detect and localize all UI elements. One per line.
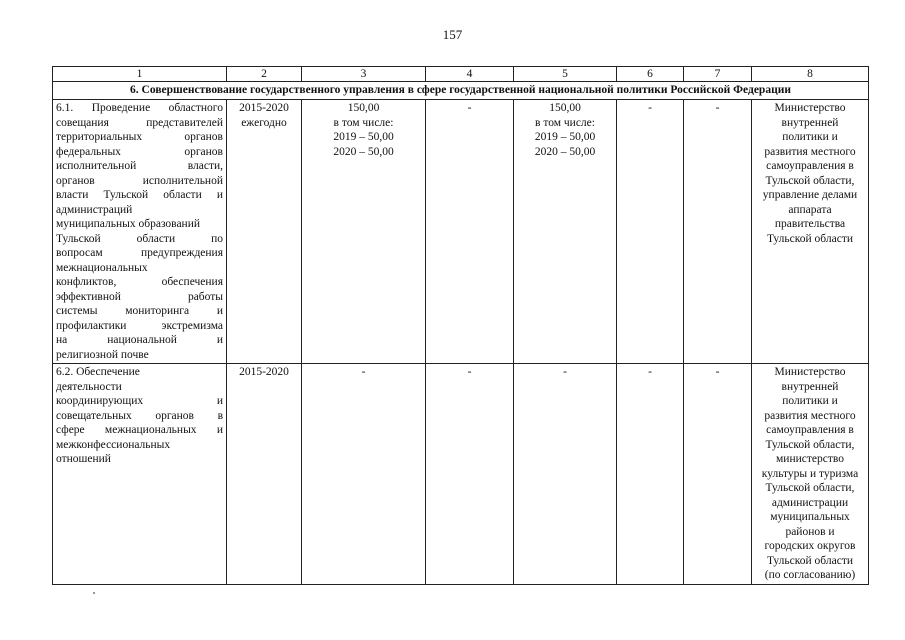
description-line: эффективной работы <box>56 290 223 303</box>
executor-line: Тульской области <box>766 554 853 567</box>
funding-line: 150,00 <box>347 102 380 114</box>
dash-cell: - <box>684 100 752 364</box>
funding-line: 150,00 <box>549 102 581 114</box>
executor-line: политики и <box>782 131 838 143</box>
executor-line: районов и <box>785 525 835 538</box>
table-row <box>53 364 869 585</box>
executor-line: развития местного <box>764 409 856 422</box>
column-number: 7 <box>684 67 752 82</box>
executor-line: самоуправления в <box>766 160 854 172</box>
funding-line: в том числе: <box>333 116 394 129</box>
executor-line: правительства <box>774 218 846 230</box>
column-number: 3 <box>302 67 426 82</box>
executor-cell <box>752 364 869 585</box>
description-line: совещания представителей <box>56 116 223 129</box>
measure-description <box>53 364 227 585</box>
executor-line: муниципальных <box>770 511 850 523</box>
executor-line: Тульской области, <box>765 482 855 494</box>
dash-cell: - <box>426 364 514 585</box>
executor-line: министерство <box>776 453 844 465</box>
executor-line: управление делами <box>762 189 858 201</box>
column-number: 4 <box>426 67 514 82</box>
description-line: власти Тульской области и <box>56 189 223 201</box>
executor-line: внутренней <box>781 116 839 129</box>
column-number: 8 <box>752 67 869 82</box>
description-line: координирующих и <box>56 395 223 407</box>
description-line: профилактики экстремизма <box>56 319 223 332</box>
executor-line: Министерство <box>774 366 846 378</box>
dash-cell: - <box>684 364 752 585</box>
description-line: религиозной почве <box>56 348 149 361</box>
executor-line: Тульской области, <box>765 438 855 451</box>
description-line: муниципальных образований <box>56 218 201 230</box>
period-line: ежегодно <box>241 116 287 129</box>
page-number: 157 <box>442 27 463 42</box>
description-line: органов исполнительной <box>56 174 223 187</box>
description-line: федеральных органов <box>56 145 223 158</box>
executor-line: (по согласованию) <box>764 569 856 581</box>
dash-cell: - <box>426 100 514 364</box>
executor-line: культуры и туризма <box>761 467 859 480</box>
funding-line: 2019 – 50,00 <box>333 131 394 143</box>
executor-line: внутренней <box>781 380 839 393</box>
executor-cell <box>752 100 869 364</box>
funding-cell <box>514 100 617 364</box>
dash-cell: - <box>617 364 684 585</box>
dash-cell: - <box>302 364 426 585</box>
period-cell <box>227 364 302 585</box>
description-line: Тульской области по <box>56 232 223 245</box>
executor-line: развития местного <box>764 145 856 158</box>
funding-line: 2020 – 50,00 <box>534 145 596 158</box>
funding-line: в том числе: <box>535 116 595 129</box>
description-line: отношений <box>56 453 111 465</box>
executor-line: Министерство <box>774 102 846 114</box>
description-line: 6.1. Проведение областного <box>56 102 223 114</box>
scan-speck <box>93 592 95 594</box>
executor-line: Тульской области, <box>765 174 855 187</box>
executor-line: городских округов <box>764 540 856 552</box>
description-line: межконфессиональных <box>56 438 171 451</box>
description-line: администраций <box>56 203 133 216</box>
dash-cell: - <box>514 364 617 585</box>
description-line: вопросам предупреждения <box>56 247 223 259</box>
column-number: 6 <box>617 67 684 82</box>
description-line: совещательных органов в <box>56 409 223 422</box>
column-number: 2 <box>227 67 302 82</box>
description-line: сфере межнациональных и <box>56 424 223 436</box>
period-line: 2015-2020 <box>239 366 289 378</box>
executor-line: аппарата <box>788 203 832 216</box>
executor-line: администрации <box>771 496 849 509</box>
description-line: межнациональных <box>56 261 148 274</box>
dash-cell: - <box>617 100 684 364</box>
section-row <box>53 82 869 100</box>
table-row <box>53 100 869 364</box>
description-line: на национальной и <box>56 334 223 346</box>
period-line: 2015-2020 <box>239 102 289 114</box>
funding-cell <box>302 100 426 364</box>
funding-line: 2019 – 50,00 <box>534 131 596 143</box>
description-line: деятельности <box>56 380 122 393</box>
description-line: конфликтов, обеспечения <box>56 276 223 288</box>
description-line: территориальных органов <box>56 131 223 143</box>
description-line: исполнительной власти, <box>56 160 223 172</box>
description-line: системы мониторинга и <box>56 305 223 317</box>
column-number: 1 <box>53 67 227 82</box>
executor-line: Тульской области <box>766 232 853 245</box>
funding-line: 2020 – 50,00 <box>333 145 394 158</box>
executor-line: политики и <box>782 395 838 407</box>
column-number-row <box>53 67 869 82</box>
description-line: 6.2. Обеспечение <box>56 366 140 378</box>
period-cell <box>227 100 302 364</box>
measure-description <box>53 100 227 364</box>
executor-line: самоуправления в <box>766 424 854 436</box>
program-table <box>52 66 869 585</box>
column-number: 5 <box>514 67 617 82</box>
section-title: 6. Совершенствование государственного управления в сфере государственной национальной политики Российской Федерации <box>53 82 869 100</box>
